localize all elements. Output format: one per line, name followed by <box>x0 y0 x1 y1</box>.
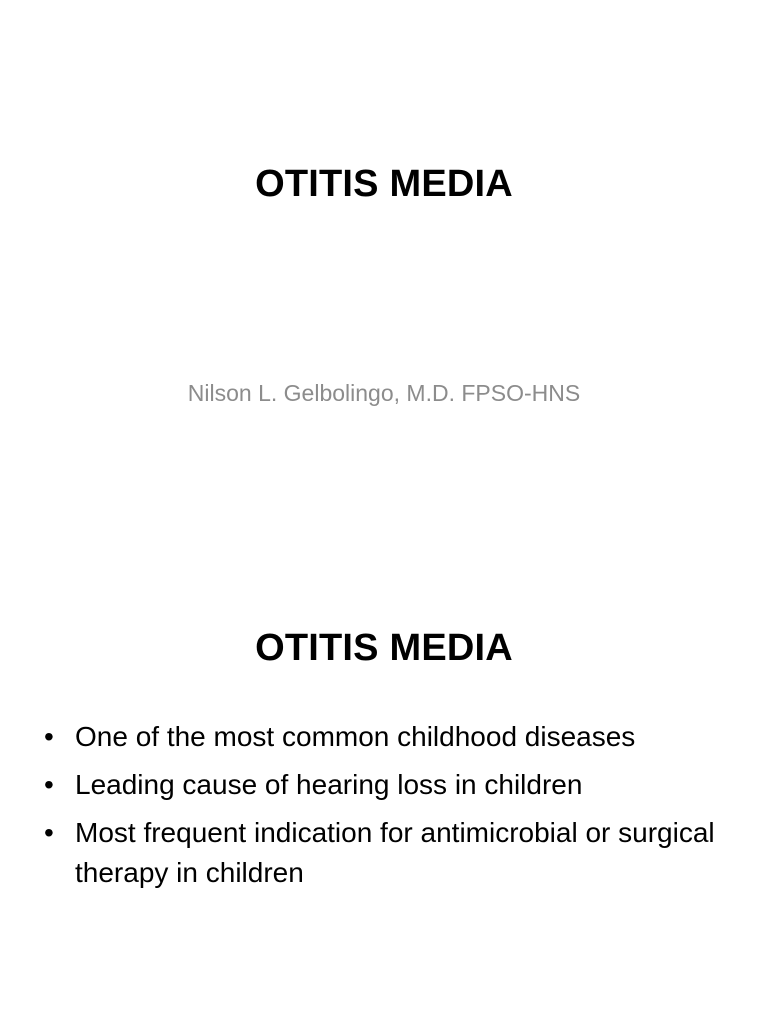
author-subtitle: Nilson L. Gelbolingo, M.D. FPSO-HNS <box>187 380 581 406</box>
bullet-list <box>42 717 742 901</box>
slide-title: OTITIS MEDIA <box>255 163 513 205</box>
bullet-text: Most frequent indication for antimicrobial or surgical therapy in children <box>75 817 715 888</box>
bullet-item <box>42 813 742 893</box>
content-slide <box>0 512 768 1024</box>
bullet-text: One of the most common childhood diseases <box>75 721 636 752</box>
bullet-icon: • <box>44 817 54 848</box>
bullet-item <box>42 765 742 805</box>
bullet-icon: • <box>44 769 54 800</box>
bullet-icon: • <box>44 721 54 752</box>
bullet-item <box>42 717 742 757</box>
bullet-text: Leading cause of hearing loss in children <box>75 769 583 800</box>
slide-title: OTITIS MEDIA <box>255 627 513 669</box>
